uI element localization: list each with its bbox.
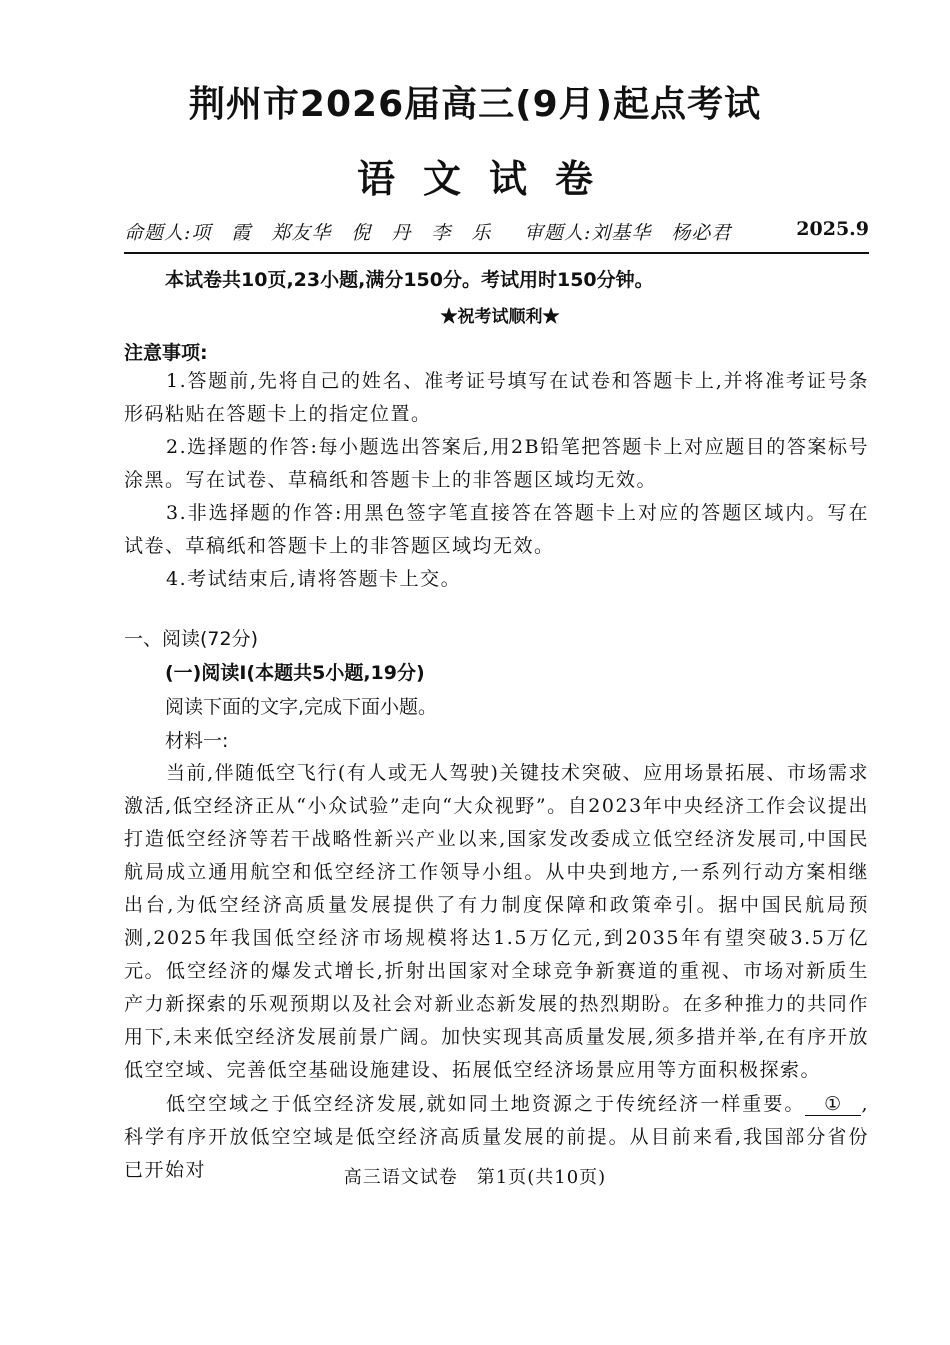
fill-blank-1: ① — [805, 1093, 861, 1116]
reading-instruction: 阅读下面的文字,完成下面小题。 — [165, 696, 438, 718]
material-label: 材料一: — [165, 730, 229, 752]
exam-title: 荆州市2026届高三(9月)起点考试 — [188, 84, 762, 125]
passage-paragraph: 低空经济的爆发式增长,折射出国家对全球竞争新赛道的重视、市场对新质生产力新探索的乐观预期以及社会对新业态新发展的热烈期盼。在多种推力的共同作用下,未来低空经济发展前景广阔。加快实现其高质量发展,须多措并举,在有序开放低空空域、完善低空基础设施建设、拓展低空经济场景应用等方面积极探索。 — [124, 960, 869, 1081]
exam-date: 2025.9 — [796, 218, 869, 240]
subsection-heading: (一)阅读Ⅰ(本题共5小题,19分) — [165, 662, 425, 684]
header-divider — [124, 252, 869, 254]
subject-title: 语文试卷 — [356, 157, 621, 201]
note-item: 3.非选择题的作答:用黑色签字笔直接答在答题卡上对应的答题区域内。写在试卷、草稿纸和答题卡上的非答题区域均无效。 — [124, 502, 869, 557]
note-item: 2.选择题的作答:每小题选出答案后,用2B铅笔把答题卡上对应题目的答案标号涂黑。写在试卷、草稿纸和答题卡上的非答题区域均无效。 — [124, 436, 869, 491]
question-authors: 命题人:项 霞 郑友华 倪 丹 李 乐 — [124, 222, 492, 244]
page-footer: 高三语文试卷 第1页(共10页) — [343, 1167, 607, 1188]
author-line — [124, 218, 869, 246]
note-item: 1.答题前,先将自己的姓名、准考证号填写在试卷和答题卡上,并将准考证号条形码粘贴在答题卡上的指定位置。 — [124, 370, 869, 425]
good-luck-text: ★祝考试顺利★ — [440, 307, 560, 327]
note-item: 4.考试结束后,请将答题卡上交。 — [166, 568, 462, 590]
passage-paragraph: 当前,伴随低空飞行(有人或无人驾驶)关键技术突破、应用场景拓展、市场需求激活,低空经济正从“小众试验”走向“大众视野”。自2023年中央经济工作会议提出打造低空经济等若干战略性新兴产业以来,国家发改委成立低空经济发展司,中国民航局成立通用航空和低空经济工作领导小组。从中央到地方,一系列行动方案相继出台,为低空经济高质量发展提供了有力制度保障和政策牵引。据中国民航局预测,2025年我国低空经济市场规模将达1.5万亿元,到2035年有望突破3.5万亿元。 — [124, 762, 869, 982]
passage-text: 低空空域之于低空经济发展,就如同土地资源之于传统经济一样重要。 — [166, 1093, 806, 1115]
good-luck-line — [0, 302, 950, 327]
passage-text: ,科学有序开放低空空域是低空经济高质量发展的前提。从目前来看,我国部分省份已开始对 — [124, 1093, 869, 1181]
section-heading: 一、阅读(72分) — [124, 628, 259, 650]
notes-heading: 注意事项: — [124, 342, 208, 364]
exam-summary: 本试卷共10页,23小题,满分150分。考试用时150分钟。 — [165, 269, 654, 291]
question-reviewers: 审题人:刘基华 杨必君 — [524, 222, 732, 244]
